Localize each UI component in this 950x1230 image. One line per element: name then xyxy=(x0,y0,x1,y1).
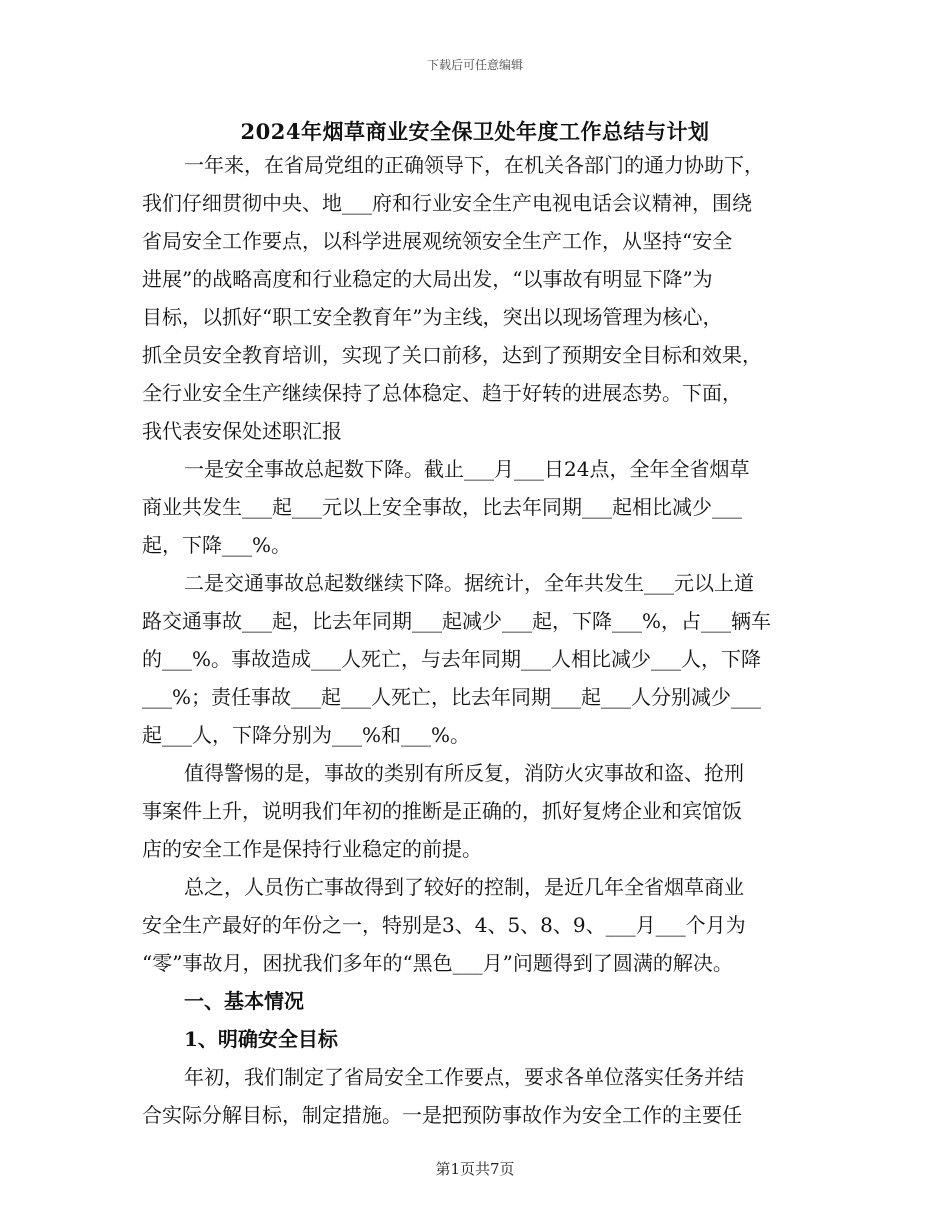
text-line: 全行业安全生产继续保持了总体稳定、趋于好转的进展态势。下面， xyxy=(142,381,742,405)
text-line: 我代表安保处述职汇报 xyxy=(142,419,342,443)
text-line: 总之，人员伤亡事故得到了较好的控制，是近几年全省烟草商业 xyxy=(184,875,744,899)
page-header-note: 下载后可任意编辑 xyxy=(426,58,523,72)
text-line: 一是安全事故总起数下降。截止___月___日24点，全年全省烟草 xyxy=(184,457,750,481)
text-line: 一年来，在省局党组的正确领导下，在机关各部门的通力协助下， xyxy=(184,153,764,177)
text-line: 我们仔细贯彻中央、地___府和行业安全生产电视电话会议精神，围绕 xyxy=(142,191,752,215)
section-heading: 一、基本情况 xyxy=(184,989,304,1013)
text-line: 事案件上升，说明我们年初的推断是正确的，抓好复烤企业和宾馆饭 xyxy=(142,799,742,823)
text-line: 起___人，下降分别为___%和___%。 xyxy=(142,723,471,747)
text-line: ___%；责任事故___起___人死亡，比去年同期___起___人分别减少___ xyxy=(142,685,762,709)
page-footer: 第1页共7页 xyxy=(435,1160,515,1178)
text-line: 二是交通事故总起数继续下降。据统计，全年共发生___元以上道 xyxy=(184,571,754,595)
document-body xyxy=(142,146,812,1134)
text-line: 商业共发生___起___元以上安全事故，比去年同期___起相比减少___ xyxy=(142,495,742,519)
text-line: 省局安全工作要点，以科学进展观统领安全生产工作，从坚持“安全 xyxy=(142,229,733,253)
text-line: 起，下降___%。 xyxy=(142,533,292,557)
text-line: 安全生产最好的年份之一，特别是3、4、5、8、9、___月___个月为 xyxy=(142,913,746,937)
text-line: 路交通事故___起，比去年同期___起减少___起，下降___%，占___辆车 xyxy=(142,609,772,633)
text-line: 的___%。事故造成___人死亡，与去年同期___人相比减少___人，下降 xyxy=(142,647,762,671)
text-line: 值得警惕的是，事故的类别有所反复，消防火灾事故和盗、抢刑 xyxy=(184,761,744,785)
text-line: 进展”的战略高度和行业稳定的大局出发，“以事故有明显下降”为 xyxy=(142,267,713,291)
text-line: 店的安全工作是保持行业稳定的前提。 xyxy=(142,837,482,861)
text-line: 目标，以抓好“职工安全教育年”为主线，突出以现场管理为核心， xyxy=(142,305,723,329)
text-line: 抓全员安全教育培训，实现了关口前移，达到了预期安全目标和效果， xyxy=(142,343,762,367)
body-paragraphs xyxy=(142,146,812,982)
tail-paragraphs xyxy=(142,1058,812,1134)
text-line: 合实际分解目标，制定措施。一是把预防事故作为安全工作的主要任 xyxy=(142,1103,742,1127)
sub-heading: 1、明确安全目标 xyxy=(184,1027,338,1051)
text-line: 年初，我们制定了省局安全工作要点，要求各单位落实任务并结 xyxy=(184,1065,744,1089)
text-line: “零”事故月，困扰我们多年的“黑色___月”问题得到了圆满的解决。 xyxy=(142,951,733,975)
document-title: 2024年烟草商业安全保卫处年度工作总结与计划 xyxy=(240,119,710,144)
